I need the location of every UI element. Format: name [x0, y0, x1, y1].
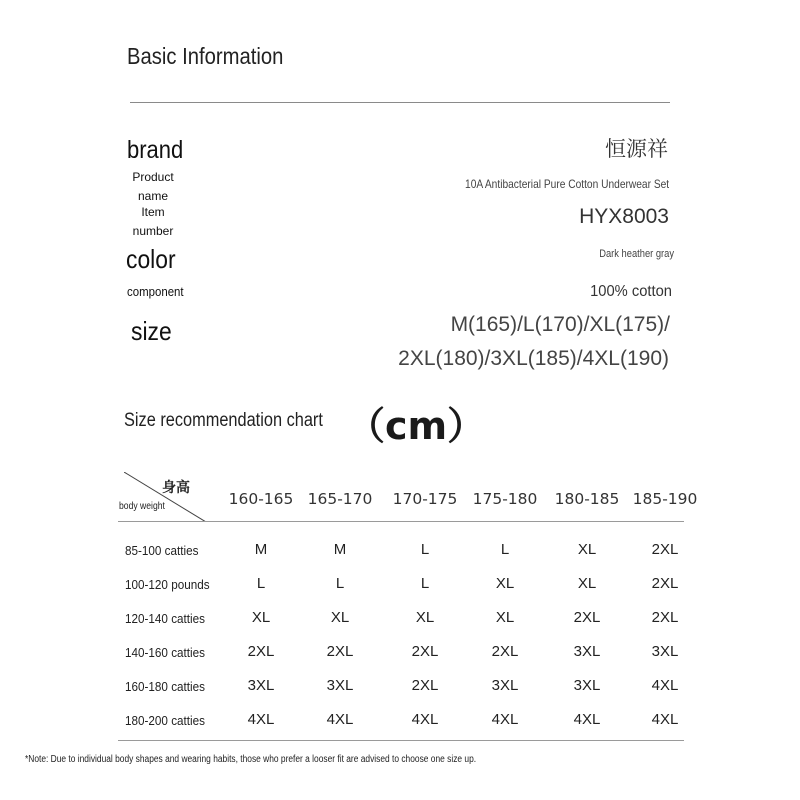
title-divider: [130, 102, 670, 103]
column-header: 175-180: [472, 490, 538, 508]
size-cell: 3XL: [573, 677, 601, 694]
table-bottom-rule: [118, 740, 684, 741]
column-header: 165-170: [307, 490, 373, 508]
size-cell: XL: [251, 609, 271, 626]
column-header: 170-175: [392, 490, 458, 508]
size-value-line-1: M(165)/L(170)/XL(175)/: [450, 313, 670, 336]
size-cell: 4XL: [247, 711, 275, 728]
size-cell: XL: [415, 609, 435, 626]
size-cell: 2XL: [411, 677, 439, 694]
header-height-label: 身高: [162, 480, 190, 496]
size-cell: 2XL: [651, 609, 679, 626]
size-label: size: [131, 316, 172, 346]
column-header: 160-165: [228, 490, 294, 508]
size-cell: 2XL: [491, 643, 519, 660]
size-cell: 3XL: [247, 677, 275, 694]
size-chart-unit: （cm）: [347, 404, 486, 448]
brand-label: brand: [127, 136, 184, 164]
size-cell: XL: [495, 575, 515, 592]
size-cell: 3XL: [651, 643, 679, 660]
row-weight-label: 160-180 catties: [125, 679, 206, 694]
row-weight-label: 120-140 catties: [125, 611, 206, 626]
size-cell: 4XL: [491, 711, 519, 728]
component-label: component: [127, 284, 184, 299]
size-cell: XL: [577, 575, 597, 592]
item-number-value: HYX8003: [579, 205, 669, 228]
row-weight-label: 180-200 catties: [125, 713, 206, 728]
header-divider: [118, 521, 684, 522]
size-cell: 2XL: [411, 643, 439, 660]
color-label: color: [126, 244, 176, 274]
size-cell: 3XL: [491, 677, 519, 694]
size-cell: 3XL: [573, 643, 601, 660]
size-cell: M: [254, 541, 268, 558]
header-weight-label: body weight: [119, 501, 165, 512]
size-cell: L: [335, 575, 345, 592]
row-weight-label: 140-160 catties: [125, 645, 206, 660]
size-cell: L: [256, 575, 266, 592]
component-value: 100% cotton: [590, 283, 672, 300]
size-cell: 4XL: [573, 711, 601, 728]
size-cell: 2XL: [651, 575, 679, 592]
size-cell: 4XL: [651, 677, 679, 694]
size-cell: XL: [330, 609, 350, 626]
column-header: 180-185: [554, 490, 620, 508]
product-name-label: Product name: [132, 170, 174, 203]
size-cell: L: [500, 541, 510, 558]
item-number-label: Item number: [132, 205, 174, 238]
size-cell: L: [420, 541, 430, 558]
size-chart-title: Size recommendation chart: [124, 410, 323, 431]
footnote: *Note: Due to individual body shapes and wearing habits, those who prefer a looser fit are advised to choose one size up.: [25, 754, 477, 765]
section-title: Basic Information: [127, 43, 284, 69]
size-cell: XL: [577, 541, 597, 558]
product-name-value: 10A Antibacterial Pure Cotton Underwear Set: [464, 177, 669, 191]
column-header: 185-190: [632, 490, 698, 508]
size-cell: 2XL: [326, 643, 354, 660]
size-cell: L: [420, 575, 430, 592]
size-cell: 4XL: [411, 711, 439, 728]
size-cell: 3XL: [326, 677, 354, 694]
brand-value: 恒源祥: [605, 137, 668, 161]
size-cell: M: [333, 541, 347, 558]
size-cell: 4XL: [326, 711, 354, 728]
row-weight-label: 85-100 catties: [125, 543, 199, 558]
size-cell: 2XL: [573, 609, 601, 626]
row-weight-label: 100-120 pounds: [125, 577, 210, 592]
size-value-line-2: 2XL(180)/3XL(185)/4XL(190): [398, 347, 669, 370]
size-cell: XL: [495, 609, 515, 626]
color-value: Dark heather gray: [599, 248, 674, 260]
size-cell: 4XL: [651, 711, 679, 728]
size-cell: 2XL: [247, 643, 275, 660]
size-cell: 2XL: [651, 541, 679, 558]
